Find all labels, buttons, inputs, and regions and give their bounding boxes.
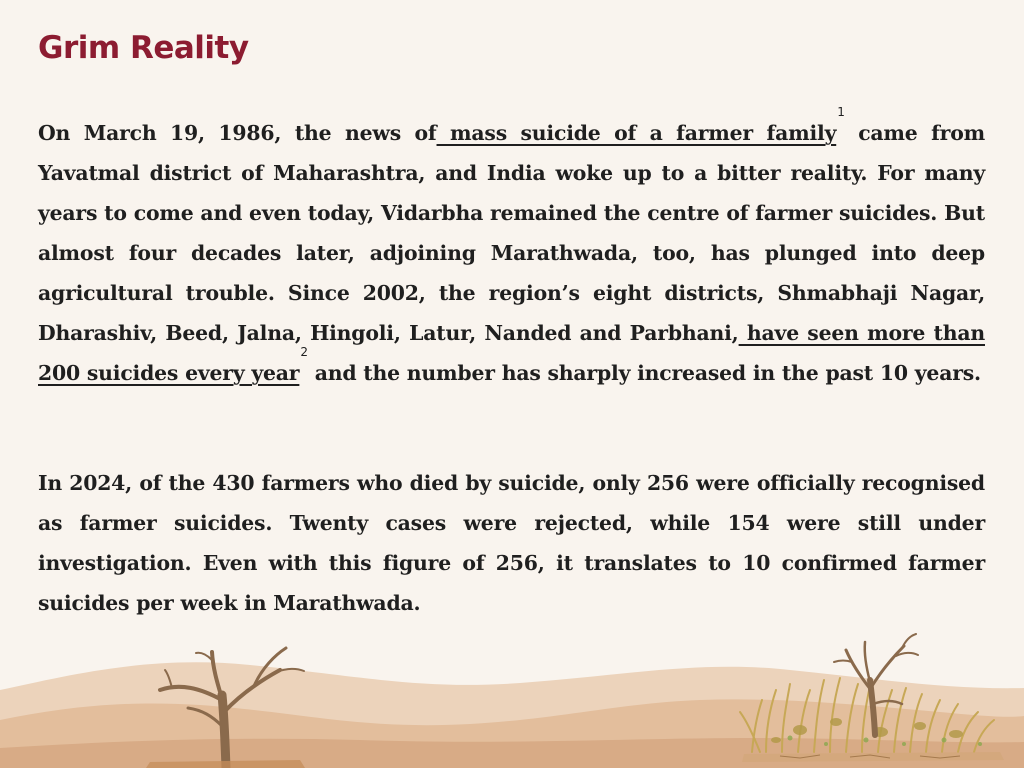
- dune-front: [0, 738, 1024, 768]
- footnote-marker-1[interactable]: 1: [837, 105, 845, 120]
- cracked-ground: [742, 752, 1004, 762]
- text-segment: came from Yavatmal district of Maharashtra, and India woke up to a bitter reality. For many years to come and even today, Vidarbha remained the centre of farmer suicides. But almost four decades later, adjoining Marathwada, too, has plunged into deep agricultural trouble. Since 2002, the region’s eight districts, Shmabhaji Nagar, Dharashiv, Beed, Jalna, Hingoli, Latur, Nanded and Parbhani,: [38, 121, 985, 345]
- suicides-every-year-link[interactable]: have seen more than 200 suicides every year: [38, 321, 985, 385]
- ground-cracks: [780, 755, 960, 758]
- ground-patch: [146, 760, 305, 768]
- mass-suicide-link[interactable]: mass suicide of a farmer family: [436, 121, 837, 145]
- dry-grass-green-specks: [788, 736, 983, 747]
- dune-middle: [0, 699, 1024, 768]
- bare-tree-left: [160, 648, 304, 768]
- bare-tree-right: [834, 634, 918, 735]
- dry-grass-right: [740, 678, 994, 752]
- dune-back: [0, 662, 1024, 768]
- footnote-marker-2[interactable]: 2: [300, 345, 308, 360]
- paragraph-statistics: In 2024, of the 430 farmers who died by suicide, only 256 were officially recognised as farmer suicides. Twenty cases were rejected, while 154 were still under investigation. Even with this figure of 256, it translates to 10 confirmed farmer suicides per week in Marathwada.: [38, 471, 985, 615]
- dry-grass-tufts: [771, 718, 963, 743]
- paragraph-intro: [38, 105, 985, 393]
- text-segment: On March 19, 1986, the news of: [38, 121, 437, 145]
- page-title: Grim Reality: [38, 30, 249, 66]
- text-segment: and the number has sharply increased in the past 10 years.: [307, 361, 981, 385]
